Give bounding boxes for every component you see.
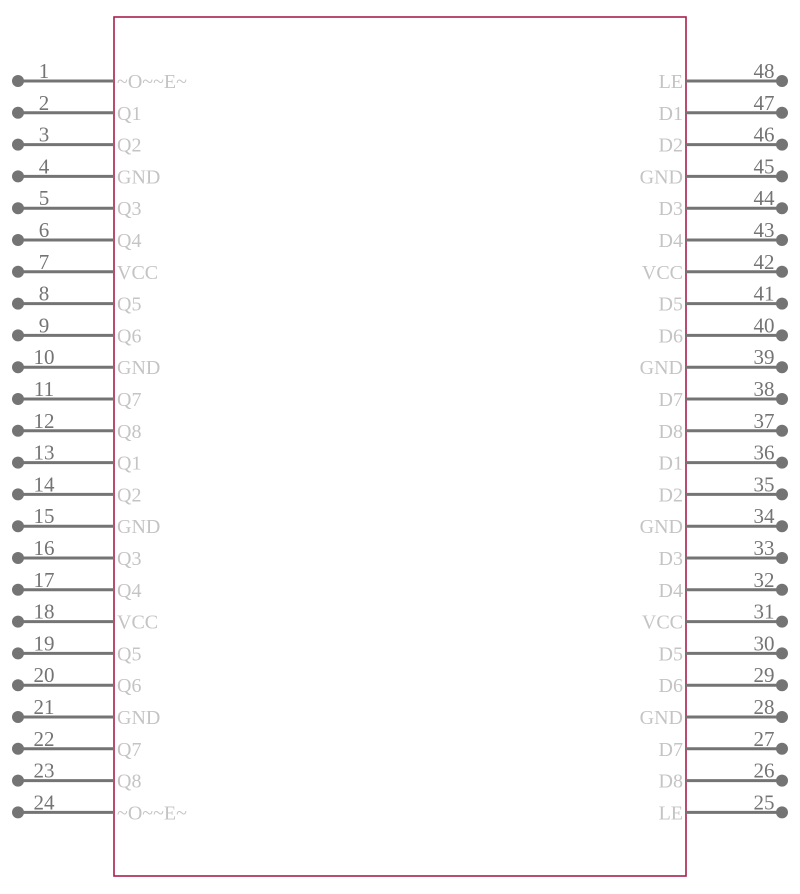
pin-label: D4 (658, 579, 683, 602)
pin-label: D7 (658, 389, 683, 411)
pin-label: GND (639, 516, 683, 539)
pin-terminal-dot (776, 139, 788, 151)
pin-label: D1 (658, 102, 683, 125)
pin-label: Q1 (117, 452, 142, 475)
pin-number: 32 (753, 567, 775, 592)
pin-label: Q5 (117, 643, 142, 666)
pin-30 (659, 631, 788, 665)
pin-number: 30 (753, 631, 775, 656)
pin-number: 26 (753, 758, 775, 783)
pin-number: 11 (33, 377, 55, 401)
pin-terminal-dot (12, 234, 24, 246)
pin-39 (640, 345, 788, 379)
pin-terminal-dot (12, 743, 24, 755)
pin-label: D5 (658, 643, 683, 666)
pin-label: VCC (117, 261, 159, 284)
pin-terminal-dot (776, 616, 788, 628)
pin-number: 46 (753, 122, 775, 147)
pin-terminal-dot (776, 75, 788, 87)
pin-terminal-dot (12, 425, 24, 437)
pin-25 (659, 790, 788, 824)
pin-label: D3 (658, 548, 683, 570)
pin-terminal-dot (776, 170, 788, 182)
pin-number: 25 (753, 790, 775, 815)
pin-41 (659, 282, 788, 316)
pin-number: 33 (753, 536, 775, 560)
pin-terminal-dot (776, 425, 788, 437)
pin-label: LE (658, 71, 683, 93)
pin-terminal-dot (776, 552, 788, 564)
pin-15 (12, 504, 160, 538)
pin-label: Q7 (117, 738, 142, 761)
pin-terminal-dot (12, 520, 24, 532)
pin-terminal-dot (776, 775, 788, 787)
pin-label: Q3 (117, 198, 142, 221)
pin-terminal-dot (12, 711, 24, 723)
pin-number: 23 (33, 758, 55, 783)
pin-label: D2 (658, 134, 683, 157)
pin-33 (659, 536, 788, 570)
pin-label: Q4 (117, 230, 142, 252)
pin-number: 38 (753, 377, 775, 401)
pin-label: GND (639, 707, 683, 729)
pin-label: Q8 (117, 770, 142, 793)
pin-label: D6 (658, 325, 683, 348)
pin-label: ~O~~E~ (117, 802, 187, 825)
left-pin-group (12, 59, 187, 824)
pin-number: 17 (33, 567, 55, 592)
pin-terminal-dot (776, 298, 788, 310)
pin-23 (12, 759, 141, 793)
pin-number: 21 (33, 695, 55, 719)
pin-32 (659, 568, 788, 602)
pin-label: GND (117, 166, 161, 189)
pin-number: 24 (33, 790, 55, 815)
pin-number: 14 (33, 472, 55, 497)
pin-38 (659, 377, 788, 411)
pin-terminal-dot (776, 457, 788, 469)
pin-terminal-dot (12, 457, 24, 469)
pin-27 (659, 727, 788, 761)
pin-number: 48 (753, 59, 775, 83)
pin-number: 4 (38, 154, 50, 179)
pin-terminal-dot (12, 647, 24, 659)
pin-42 (642, 250, 788, 284)
pin-number: 9 (38, 313, 50, 338)
pin-number: 40 (753, 313, 775, 338)
pin-label: GND (117, 707, 161, 729)
pin-8 (12, 282, 141, 316)
pin-number: 7 (38, 249, 50, 274)
pin-terminal-dot (776, 488, 788, 500)
pin-label: GND (117, 357, 161, 380)
pin-terminal-dot (12, 361, 24, 373)
pin-35 (659, 472, 788, 506)
pin-terminal-dot (12, 679, 24, 691)
pin-26 (659, 759, 788, 793)
pin-terminal-dot (12, 298, 24, 310)
pin-number: 22 (33, 726, 55, 751)
pin-5 (12, 186, 141, 220)
pin-terminal-dot (12, 552, 24, 564)
pin-18 (12, 600, 158, 634)
pin-label: D8 (658, 420, 683, 443)
pin-number: 15 (33, 504, 55, 529)
pin-terminal-dot (12, 775, 24, 787)
pin-31 (642, 600, 788, 634)
pin-number: 37 (753, 408, 775, 433)
pin-number: 45 (753, 154, 775, 179)
pin-label: VCC (117, 611, 159, 634)
pin-terminal-dot (776, 520, 788, 532)
pin-number: 29 (753, 663, 775, 688)
pin-terminal-dot (12, 266, 24, 278)
pin-number: 34 (753, 504, 775, 529)
pin-2 (12, 91, 141, 125)
pin-label: D8 (658, 770, 683, 793)
pin-number: 1 (38, 59, 50, 83)
pin-terminal-dot (776, 329, 788, 341)
pin-label: VCC (641, 261, 683, 284)
pin-number: 39 (753, 345, 775, 370)
pin-terminal-dot (12, 584, 24, 596)
pin-11 (12, 377, 141, 411)
pin-number: 36 (753, 440, 775, 465)
pin-28 (640, 695, 788, 729)
pin-44 (659, 186, 788, 220)
pin-number: 10 (33, 345, 55, 370)
pin-number: 44 (753, 186, 775, 211)
pin-label: Q6 (117, 675, 142, 698)
pin-6 (12, 218, 141, 252)
pin-label: GND (639, 357, 683, 380)
pin-label: ~O~~E~ (117, 71, 187, 93)
pin-terminal-dot (776, 361, 788, 373)
pin-terminal-dot (776, 679, 788, 691)
pin-terminal-dot (12, 107, 24, 119)
pin-terminal-dot (12, 488, 24, 500)
pin-number: 31 (753, 599, 775, 624)
pin-46 (659, 123, 788, 157)
pin-terminal-dot (776, 647, 788, 659)
pin-number: 27 (753, 726, 775, 751)
pin-14 (12, 472, 141, 506)
pin-label: D2 (658, 484, 683, 507)
pin-21 (12, 695, 160, 729)
pin-number: 35 (753, 472, 775, 497)
pin-number: 28 (753, 695, 775, 719)
pin-20 (12, 663, 141, 697)
pin-label: Q3 (117, 548, 142, 570)
pin-terminal-dot (776, 202, 788, 214)
pin-number: 2 (38, 90, 50, 115)
pin-label: Q1 (117, 102, 142, 125)
pin-24 (12, 790, 187, 824)
pin-43 (659, 218, 788, 252)
pin-terminal-dot (12, 139, 24, 151)
pin-22 (12, 727, 141, 761)
pin-number: 13 (33, 440, 55, 465)
pin-37 (659, 409, 788, 443)
pin-label: Q4 (117, 579, 142, 602)
pin-label: GND (117, 516, 161, 539)
pin-10 (12, 345, 160, 379)
pin-label: D3 (658, 198, 683, 221)
pin-label: LE (658, 802, 683, 825)
pin-terminal-dot (12, 75, 24, 87)
pin-label: D4 (658, 230, 683, 252)
pin-terminal-dot (776, 711, 788, 723)
pin-16 (12, 536, 141, 570)
pin-terminal-dot (776, 234, 788, 246)
right-pin-group (640, 59, 788, 824)
pin-48 (659, 59, 788, 93)
pin-label: D5 (658, 293, 683, 316)
pin-number: 19 (33, 631, 55, 656)
pin-label: Q7 (117, 389, 142, 411)
pin-terminal-dot (776, 806, 788, 818)
pin-17 (12, 568, 141, 602)
pin-29 (659, 663, 788, 697)
pin-3 (12, 123, 141, 157)
pin-terminal-dot (776, 393, 788, 405)
pin-label: D7 (658, 738, 683, 761)
pin-number: 12 (33, 408, 55, 433)
pin-label: D6 (658, 675, 683, 698)
pin-label: VCC (641, 611, 683, 634)
pin-12 (12, 409, 141, 443)
pin-label: Q6 (117, 325, 142, 348)
pin-terminal-dot (776, 107, 788, 119)
pin-19 (12, 631, 141, 665)
pin-45 (640, 154, 788, 188)
pin-13 (12, 441, 141, 475)
pin-terminal-dot (12, 202, 24, 214)
pin-label: D1 (658, 452, 683, 475)
pin-terminal-dot (776, 743, 788, 755)
pin-number: 41 (753, 281, 775, 306)
pin-terminal-dot (12, 329, 24, 341)
pin-terminal-dot (12, 806, 24, 818)
pin-label: Q5 (117, 293, 142, 316)
pin-number: 18 (33, 599, 55, 624)
pin-terminal-dot (12, 170, 24, 182)
pin-number: 3 (38, 122, 50, 147)
pin-number: 47 (753, 90, 775, 115)
pin-40 (659, 313, 788, 347)
pin-number: 6 (38, 218, 50, 242)
pin-number: 16 (33, 536, 55, 560)
pin-label: GND (639, 166, 683, 189)
pin-1 (12, 59, 187, 93)
pin-number: 5 (38, 186, 50, 211)
pin-7 (12, 250, 158, 284)
pin-number: 43 (753, 218, 775, 242)
pin-label: Q2 (117, 484, 142, 507)
pin-number: 8 (38, 281, 50, 306)
pin-36 (659, 441, 788, 475)
pin-terminal-dot (12, 616, 24, 628)
pin-terminal-dot (12, 393, 24, 405)
pin-34 (640, 504, 788, 538)
ic-body-outline (114, 17, 686, 876)
pin-terminal-dot (776, 584, 788, 596)
pin-4 (12, 154, 160, 188)
pin-number: 20 (33, 663, 55, 688)
pin-47 (659, 91, 788, 125)
pin-number: 42 (753, 249, 775, 274)
pin-terminal-dot (776, 266, 788, 278)
pin-label: Q8 (117, 420, 142, 443)
pin-label: Q2 (117, 134, 142, 157)
pin-9 (12, 313, 141, 347)
